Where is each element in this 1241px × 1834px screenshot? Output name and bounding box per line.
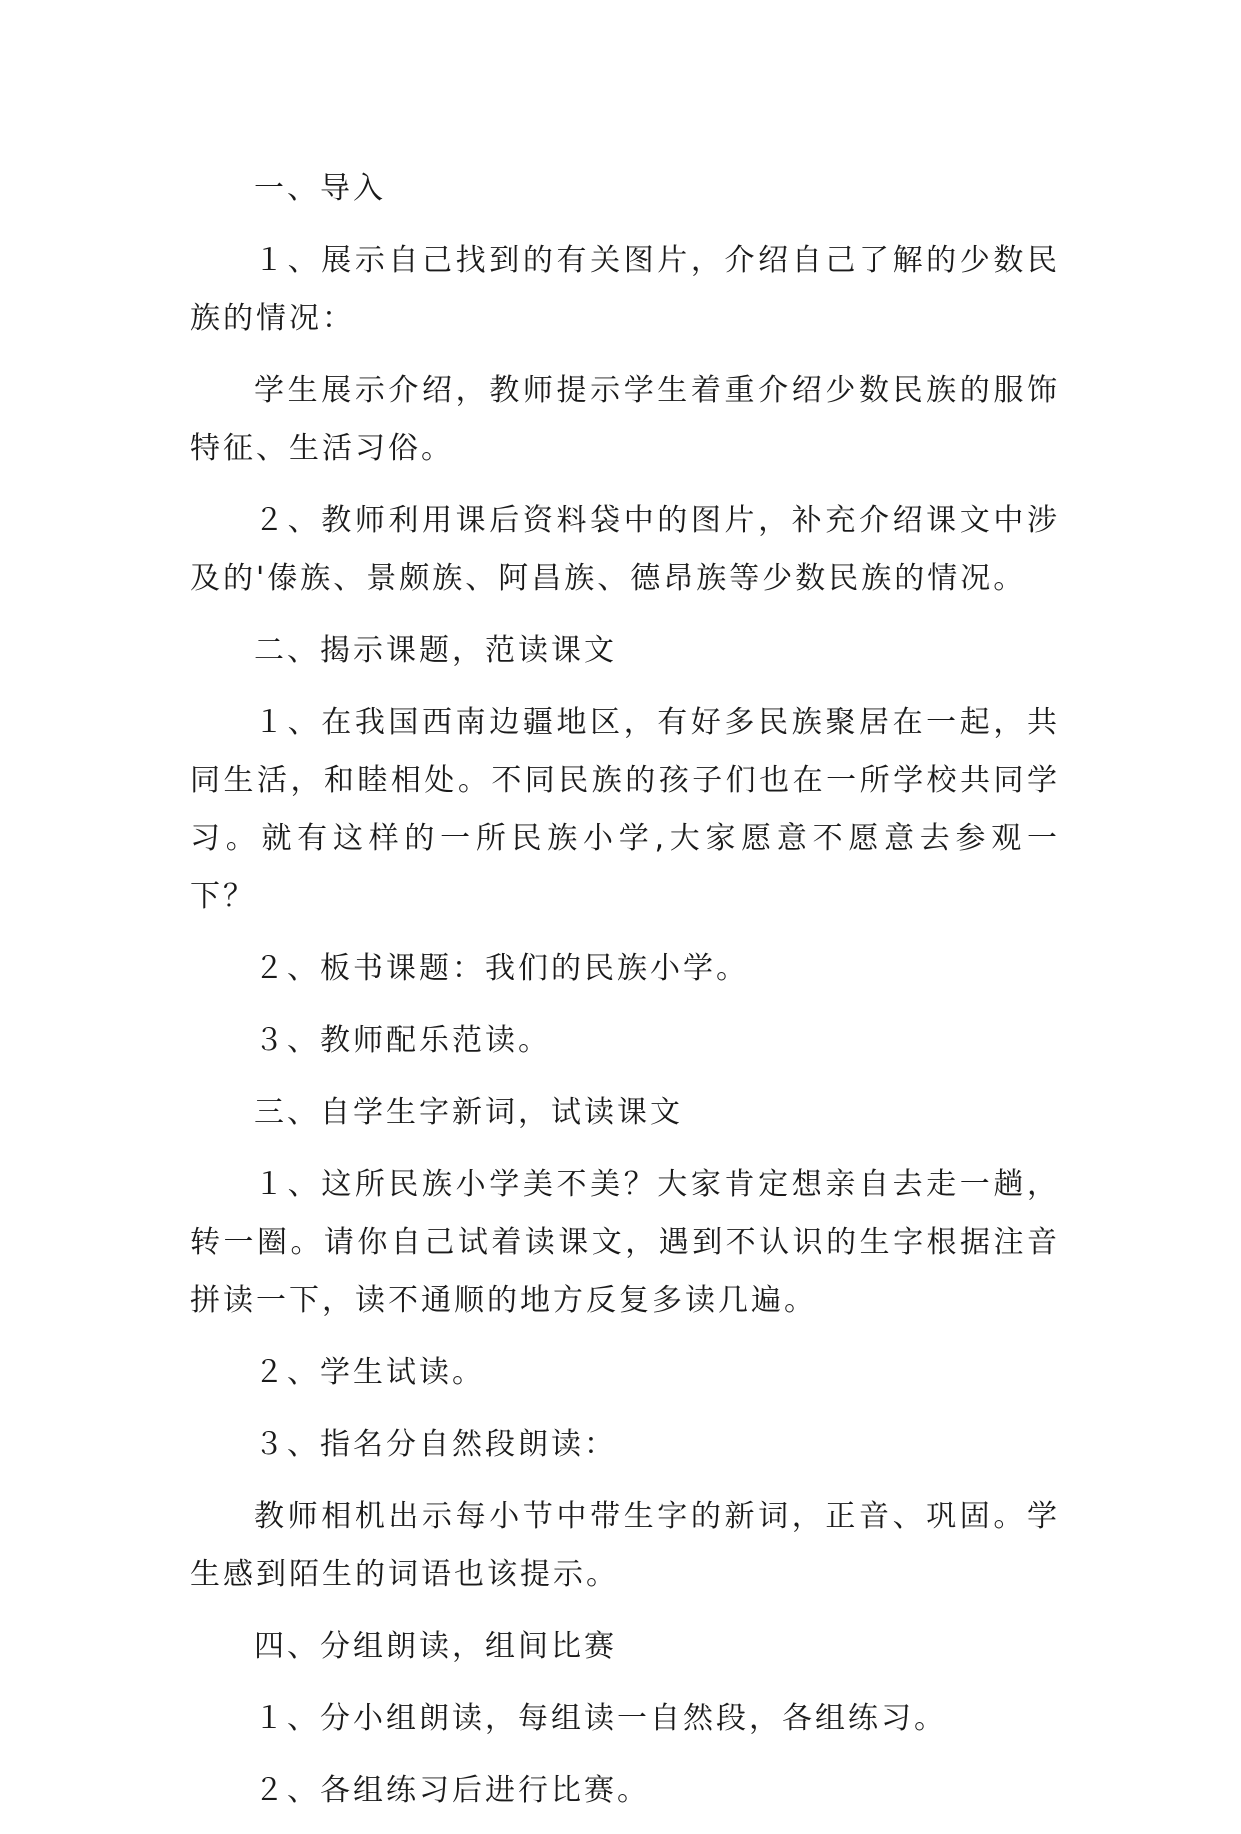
paragraph: １、在我国西南边疆地区，有好多民族聚居在一起，共同生活，和睦相处。不同民族的孩子们也在一所学校共同学习。就有这样的一所民族小学,大家愿意不愿意去参观一下？	[190, 705, 1060, 914]
paragraph: ２、各组练习后进行比赛。	[254, 1773, 650, 1808]
paragraph: ２、学生试读。	[254, 1355, 485, 1390]
paragraph: １、这所民族小学美不美？大家肯定想亲自去走一趟，转一圈。请你自己试着读课文，遇到不认识的生字根据注音拼读一下，读不通顺的地方反复多读几遍。	[190, 1167, 1060, 1318]
paragraph: ３、指名分自然段朗读：	[254, 1427, 617, 1462]
section-heading-group-reading: 四、分组朗读，组间比赛	[254, 1629, 617, 1664]
paragraph: 学生展示介绍，教师提示学生着重介绍少数民族的服饰特征、生活习俗。	[190, 373, 1060, 466]
paragraph: 教师相机出示每小节中带生字的新词，正音、巩固。学生感到陌生的词语也该提示。	[190, 1499, 1060, 1592]
paragraph: １、展示自己找到的有关图片，介绍自己了解的少数民族的情况：	[190, 243, 1060, 336]
document-page	[190, 160, 1060, 1834]
paragraph: ２、教师利用课后资料袋中的图片，补充介绍课文中涉及的'傣族、景颇族、阿昌族、德昂族等少数民族的情况。	[190, 503, 1060, 596]
paragraph: １、分小组朗读，每组读一自然段，各组练习。	[254, 1701, 947, 1736]
paragraph: ３、教师配乐范读。	[254, 1023, 551, 1058]
section-heading-intro: 一、导入	[254, 171, 386, 206]
paragraph: ２、板书课题：我们的民族小学。	[254, 951, 749, 986]
section-heading-self-study: 三、自学生字新词，试读课文	[254, 1095, 683, 1130]
section-heading-topic: 二、揭示课题，范读课文	[254, 633, 617, 668]
